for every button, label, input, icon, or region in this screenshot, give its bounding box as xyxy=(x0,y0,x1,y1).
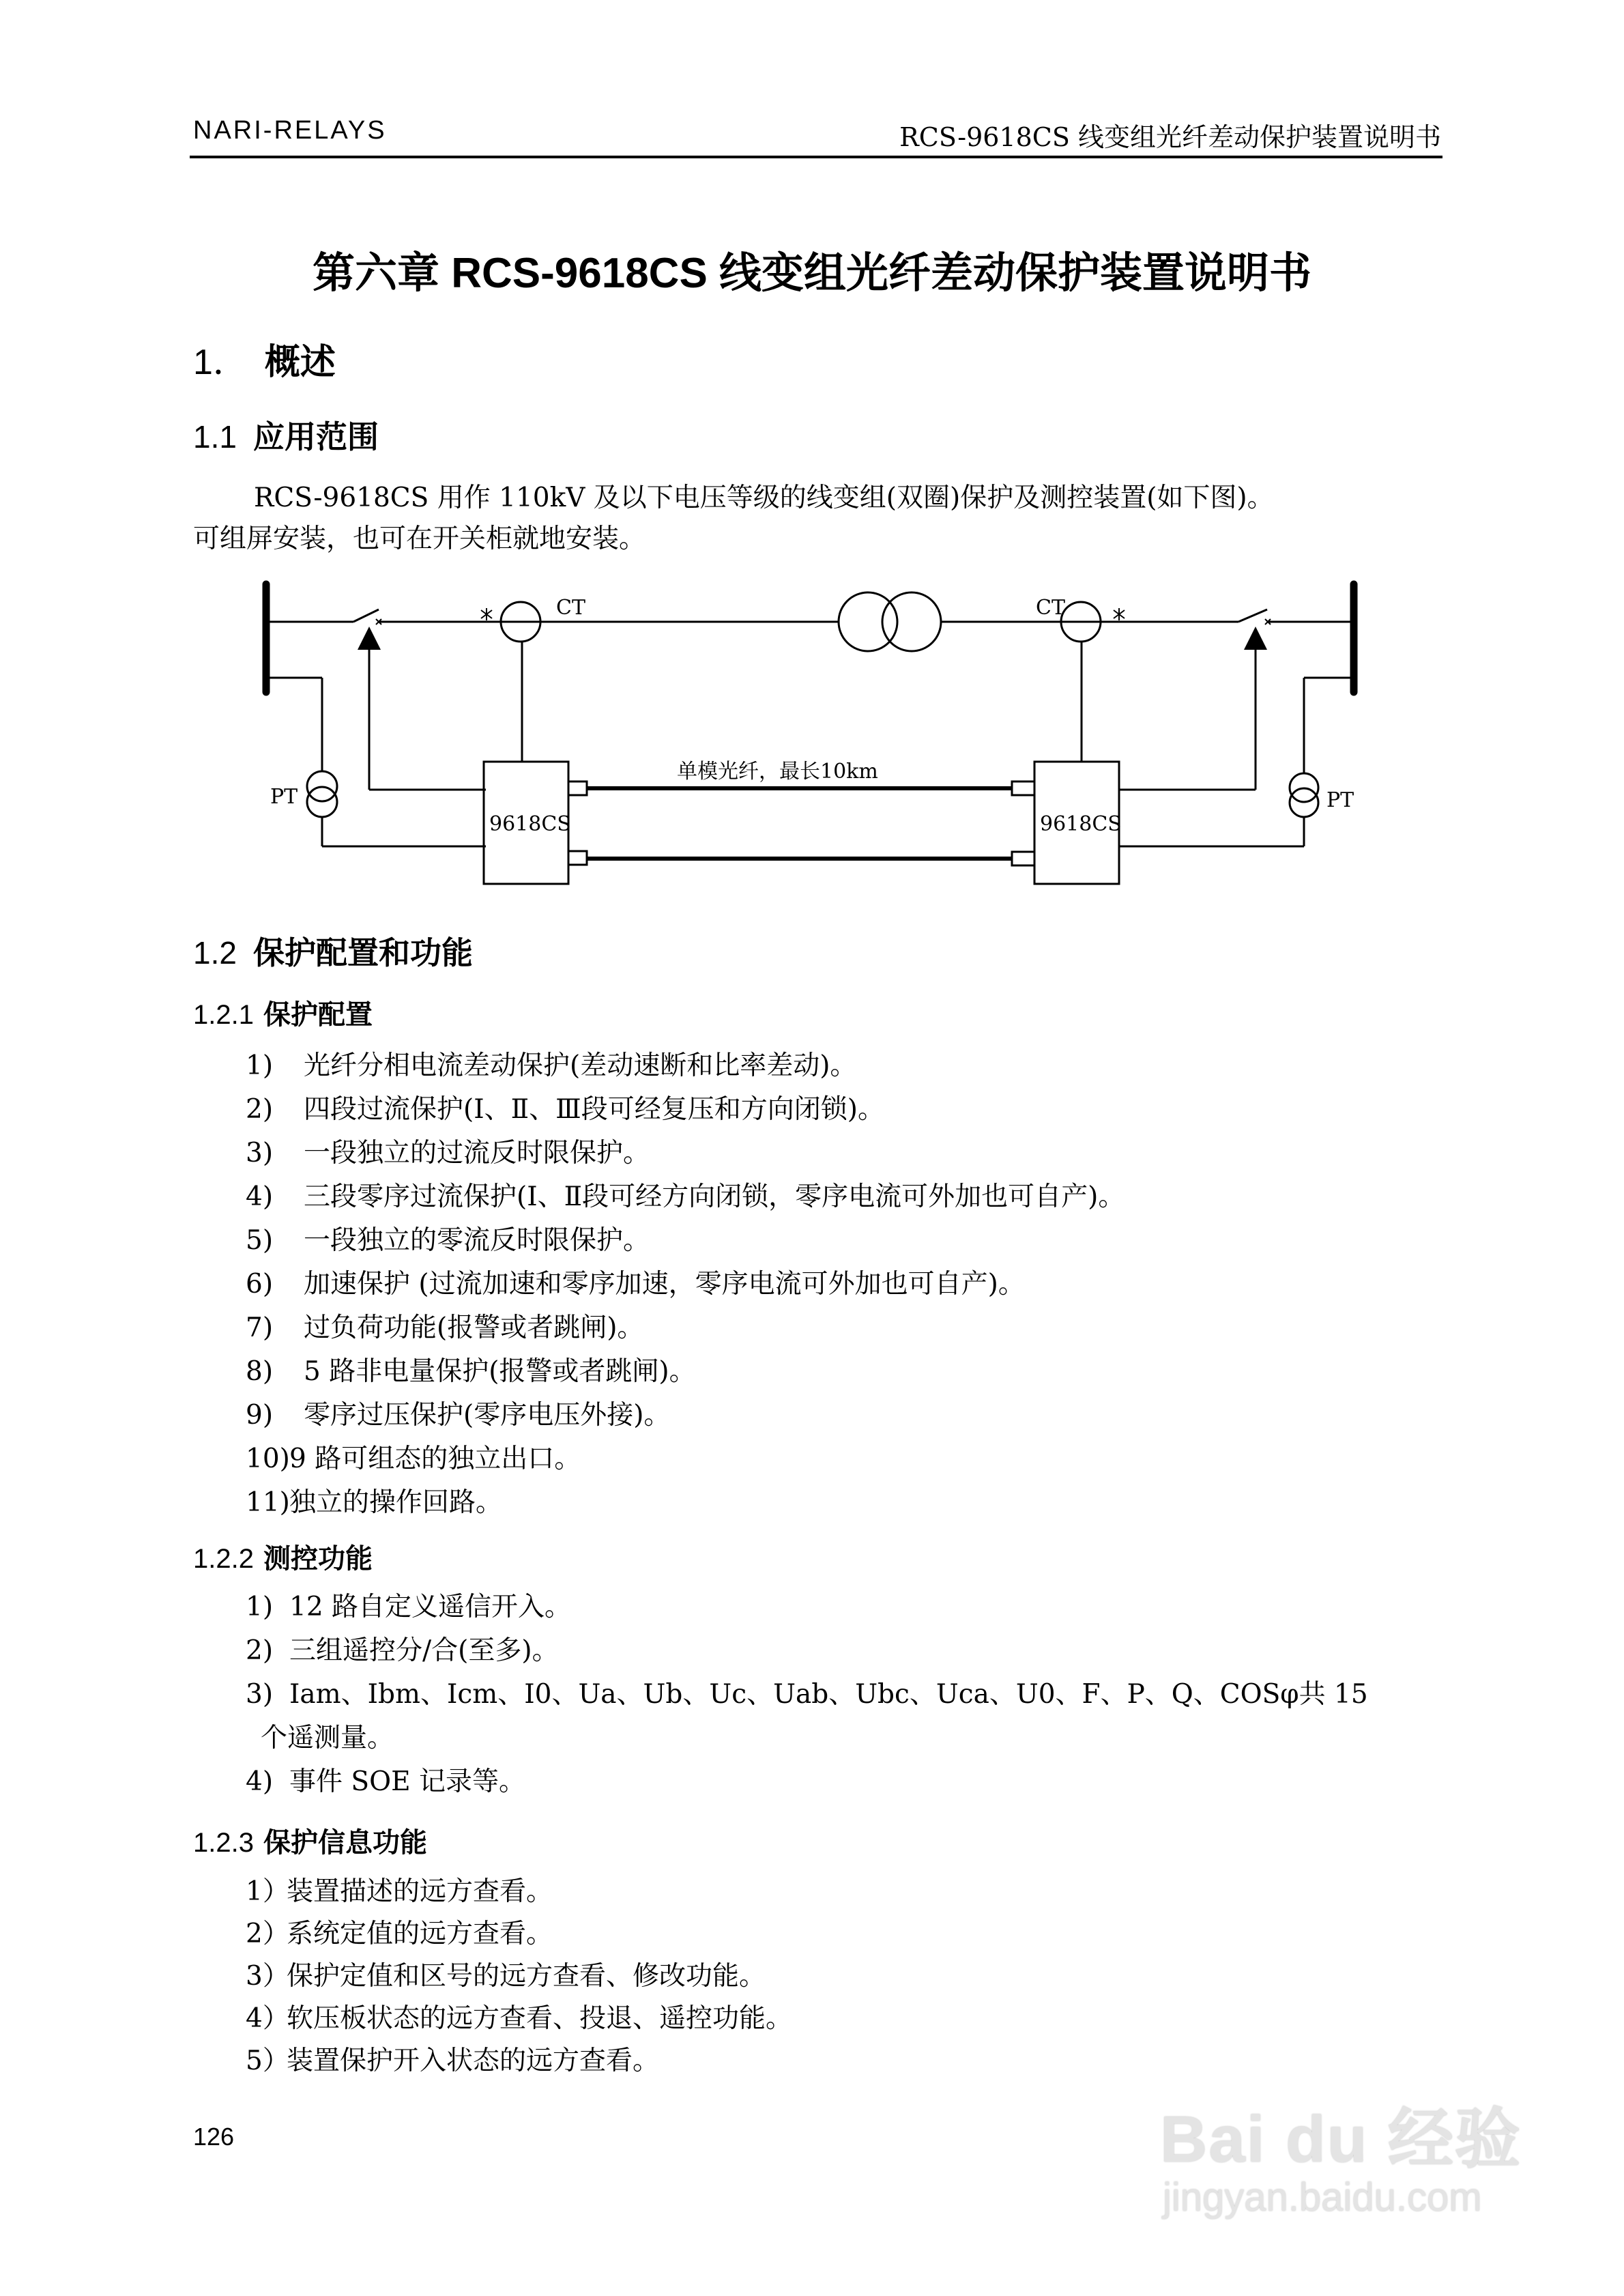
list-item: 过负荷功能(报警或者跳闸)。 xyxy=(304,1312,644,1343)
wiring-diagram xyxy=(0,0,1624,915)
item-number: 2) xyxy=(246,1094,274,1125)
item-number: 7) xyxy=(246,1312,274,1343)
section-title: 测控功能 xyxy=(263,1544,373,1574)
fiber-port-left-1 xyxy=(568,781,587,795)
list-item: 装置保护开入状态的远方查看。 xyxy=(287,2046,660,2076)
transformer-winding-2 xyxy=(882,592,941,651)
section-number: 1.2.1 xyxy=(193,1000,254,1030)
section-number: 1.2 xyxy=(193,935,237,971)
pt-label-left: PT xyxy=(270,785,298,809)
item-number: 1) xyxy=(246,1050,274,1081)
header-doc-title: RCS-9618CS 线变组光纤差动保护装置说明书 xyxy=(899,122,1441,152)
section-heading-1-2-1 xyxy=(193,993,373,1032)
section-title: 保护配置 xyxy=(263,1000,373,1030)
list-item: 零序过压保护(零序电压外接)。 xyxy=(304,1400,671,1431)
section-title: 保护信息功能 xyxy=(263,1828,427,1858)
breaker-right-blade xyxy=(1238,609,1267,622)
section-title: 应用范围 xyxy=(252,419,379,455)
item-number: 5) xyxy=(246,1225,274,1256)
section-heading-1-2-3 xyxy=(193,1821,427,1860)
trip-arrow-right-icon xyxy=(1244,627,1267,650)
item-number: 4） xyxy=(246,2003,289,2034)
item-number: 3） xyxy=(246,1961,289,1992)
item-number: 11) xyxy=(246,1487,290,1518)
polarity-mark-left xyxy=(481,608,492,620)
watermark-brand: Bai du 经验 xyxy=(1160,2103,1522,2176)
list-item: 三段零序过流保护(Ⅰ、Ⅱ段可经方向闭锁，零序电流可外加也可自产)。 xyxy=(304,1181,1125,1212)
section-number: 1.2.2 xyxy=(193,1544,254,1574)
list-item: 9 路可组态的独立出口。 xyxy=(289,1444,581,1474)
fiber-port-right-2 xyxy=(1012,852,1034,865)
section-heading-1-2 xyxy=(193,928,473,973)
header-brand: NARI-RELAYS xyxy=(193,116,387,145)
list-item: 光纤分相电流差动保护(差动速断和比率差动)。 xyxy=(304,1050,857,1081)
list-item: 系统定值的远方查看。 xyxy=(287,1919,553,1949)
paragraph-line-1: RCS-9618CS 用作 110kV 及以下电压等级的线变组(双圈)保护及测控装置(如下图)。 xyxy=(254,483,1274,513)
item-number: 6) xyxy=(246,1269,274,1300)
ct-label-left: CT xyxy=(556,596,585,620)
page-number: 126 xyxy=(193,2123,235,2151)
fiber-port-left-2 xyxy=(568,851,587,865)
chapter-title: 第六章 RCS-9618CS 线变组光纤差动保护装置说明书 xyxy=(312,250,1312,297)
item-number: 3) xyxy=(246,1138,274,1168)
list-item: 一段独立的过流反时限保护。 xyxy=(304,1138,650,1168)
list-item: 装置描述的远方查看。 xyxy=(287,1876,553,1907)
breaker-left-blade xyxy=(353,609,379,622)
item-number: 2） xyxy=(246,1919,289,1949)
item-number: 5） xyxy=(246,2046,289,2076)
list-item: 三组遥控分/合(至多)。 xyxy=(289,1635,559,1666)
item-number: 4) xyxy=(246,1766,274,1797)
list-item: 事件 SOE 记录等。 xyxy=(289,1766,525,1797)
baidu-watermark xyxy=(1160,2103,1522,2222)
list-item: 一段独立的零流反时限保护。 xyxy=(304,1225,650,1256)
section-number: 1.1 xyxy=(193,419,237,455)
list-item: 独立的操作回路。 xyxy=(289,1487,503,1518)
list-item: 保护定值和区号的远方查看、修改功能。 xyxy=(287,1961,766,1992)
item-number: 9) xyxy=(246,1400,274,1431)
list-item-continuation: 个遥测量。 xyxy=(261,1723,394,1753)
watermark-url: jingyan.baidu.com xyxy=(1163,2175,1482,2220)
pt-label-right: PT xyxy=(1326,788,1354,812)
fiber-port-right-1 xyxy=(1012,781,1034,795)
fiber-label: 单模光纤，最长10km xyxy=(677,760,878,784)
section-title: 概述 xyxy=(264,343,336,382)
list-item: 四段过流保护(Ⅰ、Ⅱ、Ⅲ段可经复压和方向闭锁)。 xyxy=(304,1094,884,1125)
item-number: 3) xyxy=(246,1679,274,1710)
item-number: 8) xyxy=(246,1356,274,1387)
item-number: 10) xyxy=(246,1444,290,1474)
device-label-left: 9618CS xyxy=(489,812,571,836)
polarity-mark-right xyxy=(1114,608,1125,620)
item-number: 4) xyxy=(246,1181,274,1212)
item-number: 2) xyxy=(246,1635,274,1666)
paragraph-line-2: 可组屏安装，也可在开关柜就地安装。 xyxy=(193,523,646,554)
section-title: 保护配置和功能 xyxy=(252,935,473,971)
section-heading-1-2-2 xyxy=(193,1537,373,1576)
section-number: 1． xyxy=(193,343,248,382)
device-label-right: 9618CS xyxy=(1040,812,1122,836)
section-number: 1.2.3 xyxy=(193,1828,254,1858)
list-item: 加速保护 (过流加速和零序加速，零序电流可外加也可自产)。 xyxy=(304,1269,1025,1300)
list-item: 5 路非电量保护(报警或者跳闸)。 xyxy=(304,1356,696,1387)
list-item: Iam、Ibm、Icm、I0、Ua、Ub、Uc、Uab、Ubc、Uca、U0、F、P、Q、COSφ共 15 xyxy=(289,1679,1368,1710)
trip-arrow-left-icon xyxy=(358,627,381,650)
transformer-winding-1 xyxy=(839,592,897,651)
ct-label-right: CT xyxy=(1036,596,1065,620)
list-item: 软压板状态的远方查看、投退、遥控功能。 xyxy=(287,2003,793,2034)
list-item: 12 路自定义遥信开入。 xyxy=(289,1592,572,1622)
item-number: 1) xyxy=(246,1592,274,1622)
item-number: 1） xyxy=(246,1876,289,1907)
